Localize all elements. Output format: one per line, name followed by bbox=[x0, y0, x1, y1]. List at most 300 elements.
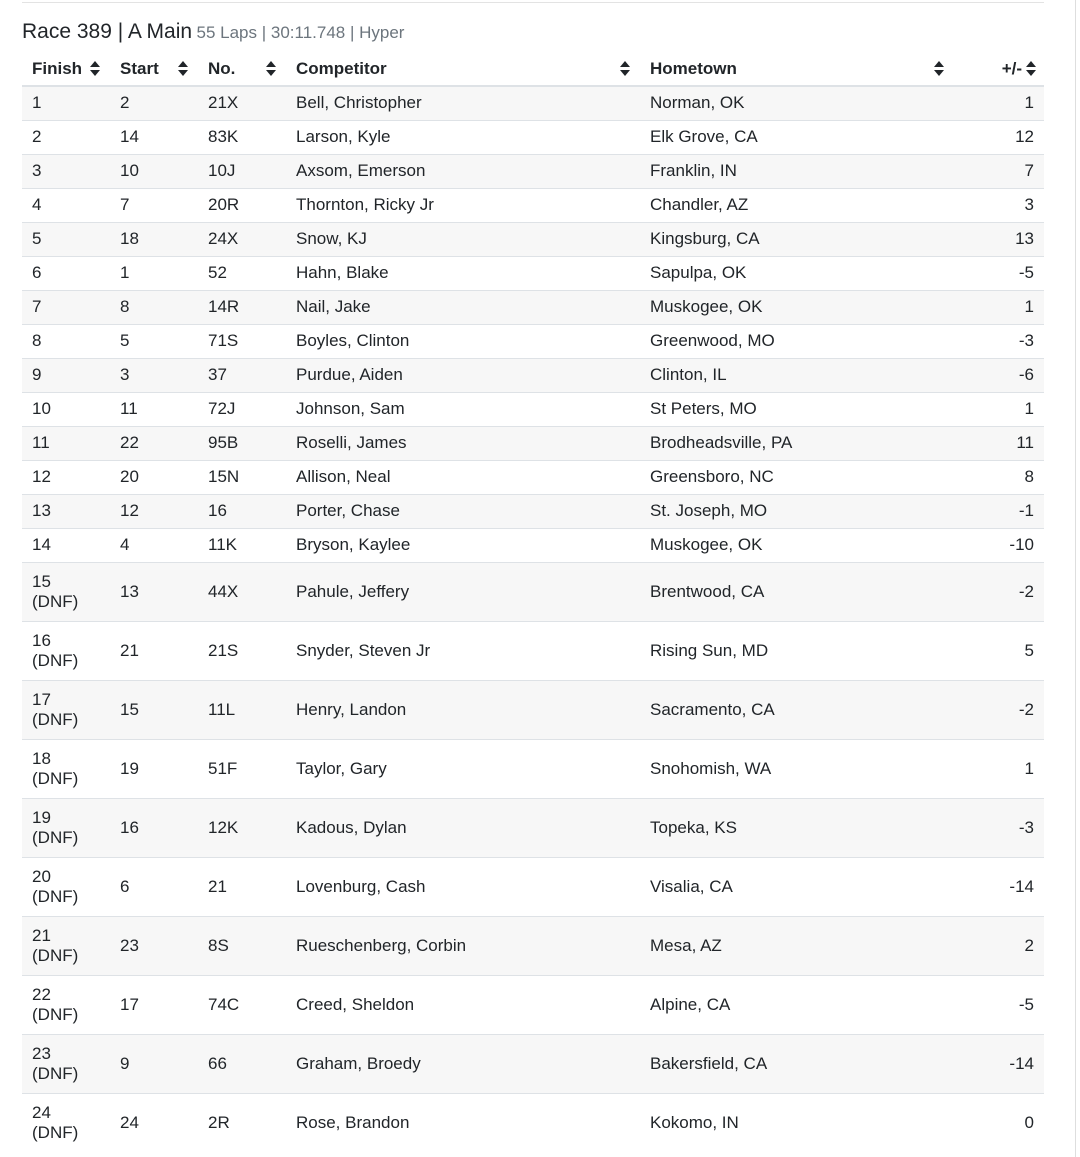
car-number-cell-value: 37 bbox=[208, 365, 227, 384]
sort-icon[interactable] bbox=[90, 61, 100, 77]
sort-icon[interactable] bbox=[266, 61, 276, 77]
car-number-cell bbox=[198, 392, 286, 426]
position-change-cell-value: -2 bbox=[1018, 581, 1034, 601]
finish-cell bbox=[22, 392, 110, 426]
finish-cell-value: 14 bbox=[32, 535, 51, 554]
competitor-cell-value: Creed, Sheldon bbox=[296, 994, 415, 1014]
position-change-cell bbox=[954, 1034, 1044, 1093]
hometown-cell bbox=[640, 460, 954, 494]
hometown-cell bbox=[640, 739, 954, 798]
car-number-cell-value: 95B bbox=[208, 433, 239, 452]
start-cell bbox=[110, 739, 198, 798]
sort-icon[interactable] bbox=[178, 61, 188, 77]
position-change-cell-value: 12 bbox=[1015, 127, 1034, 146]
dnf-tag: (DNF) bbox=[32, 591, 79, 611]
car-number-cell bbox=[198, 798, 286, 857]
column-header-finish[interactable] bbox=[22, 52, 110, 86]
start-cell bbox=[110, 562, 198, 621]
start-cell bbox=[110, 154, 198, 188]
car-number-cell-value: 12K bbox=[208, 817, 239, 837]
competitor-cell bbox=[286, 392, 640, 426]
finish-cell bbox=[22, 120, 110, 154]
hometown-cell bbox=[640, 1034, 954, 1093]
dnf-tag: (DNF) bbox=[32, 827, 79, 847]
table-row bbox=[22, 680, 1044, 739]
start-cell bbox=[110, 86, 198, 120]
position-change-cell-value: 5 bbox=[1024, 640, 1034, 660]
competitor-cell bbox=[286, 528, 640, 562]
finish-cell bbox=[22, 857, 110, 916]
car-number-cell bbox=[198, 621, 286, 680]
results-body bbox=[22, 86, 1044, 1152]
hometown-cell bbox=[640, 798, 954, 857]
hometown-cell bbox=[640, 562, 954, 621]
hometown-cell bbox=[640, 975, 954, 1034]
competitor-cell-value: Allison, Neal bbox=[296, 467, 391, 486]
competitor-cell bbox=[286, 426, 640, 460]
start-cell-value: 17 bbox=[120, 994, 139, 1014]
hometown-cell-value: Rising Sun, MD bbox=[650, 640, 769, 660]
start-cell bbox=[110, 290, 198, 324]
car-number-cell-value: 11L bbox=[208, 699, 236, 719]
car-number-cell-value: 83K bbox=[208, 127, 239, 146]
competitor-cell-value: Snyder, Steven Jr bbox=[296, 640, 431, 660]
finish-cell-value: 2 bbox=[32, 127, 42, 146]
race-title: Race 389 | A Main bbox=[22, 20, 193, 43]
car-number-cell-value: 20R bbox=[208, 195, 240, 214]
competitor-cell bbox=[286, 562, 640, 621]
competitor-cell-value: Pahule, Jeffery bbox=[296, 581, 410, 601]
table-row bbox=[22, 188, 1044, 222]
competitor-cell-value: Axsom, Emerson bbox=[296, 161, 426, 180]
position-change-cell bbox=[954, 358, 1044, 392]
finish-cell bbox=[22, 1034, 110, 1093]
car-number-cell bbox=[198, 120, 286, 154]
position-change-cell-value: -6 bbox=[1018, 365, 1034, 384]
position-change-cell-value: 3 bbox=[1024, 195, 1034, 214]
hometown-cell-value: Muskogee, OK bbox=[650, 297, 763, 316]
position-change-cell-value: 1 bbox=[1024, 93, 1034, 113]
competitor-cell-value: Larson, Kyle bbox=[296, 127, 391, 146]
position-change-cell-value: -1 bbox=[1018, 501, 1034, 520]
start-cell-value: 12 bbox=[120, 501, 139, 520]
start-cell bbox=[110, 392, 198, 426]
finish-cell bbox=[22, 562, 110, 621]
position-change-cell bbox=[954, 460, 1044, 494]
column-header-start[interactable] bbox=[110, 52, 198, 86]
table-row bbox=[22, 562, 1044, 621]
hometown-cell bbox=[640, 358, 954, 392]
car-number-cell bbox=[198, 460, 286, 494]
position-change-cell-value: -3 bbox=[1018, 331, 1034, 350]
start-cell-value: 5 bbox=[120, 331, 130, 350]
hometown-cell bbox=[640, 188, 954, 222]
finish-cell bbox=[22, 426, 110, 460]
competitor-cell bbox=[286, 324, 640, 358]
hometown-cell-value: Muskogee, OK bbox=[650, 535, 763, 554]
hometown-cell bbox=[640, 494, 954, 528]
table-row bbox=[22, 154, 1044, 188]
competitor-cell bbox=[286, 857, 640, 916]
start-cell bbox=[110, 916, 198, 975]
finish-cell-value: 15 bbox=[32, 571, 51, 591]
table-row bbox=[22, 621, 1044, 680]
hometown-cell bbox=[640, 154, 954, 188]
hometown-cell-value: Brodheadsville, PA bbox=[650, 433, 793, 452]
competitor-cell bbox=[286, 154, 640, 188]
position-change-cell bbox=[954, 562, 1044, 621]
competitor-cell-value: Johnson, Sam bbox=[296, 399, 405, 418]
competitor-cell-value: Bell, Christopher bbox=[296, 93, 422, 113]
competitor-cell bbox=[286, 916, 640, 975]
start-cell-value: 16 bbox=[120, 817, 139, 837]
competitor-cell bbox=[286, 739, 640, 798]
position-change-cell bbox=[954, 494, 1044, 528]
car-number-cell-value: 2R bbox=[208, 1112, 230, 1132]
hometown-cell-value: Kingsburg, CA bbox=[650, 229, 760, 248]
finish-cell bbox=[22, 256, 110, 290]
hometown-cell-value: St. Joseph, MO bbox=[650, 501, 768, 520]
table-row bbox=[22, 222, 1044, 256]
start-cell-value: 9 bbox=[120, 1053, 130, 1073]
column-header-no[interactable] bbox=[198, 52, 286, 86]
finish-cell-value: 21 bbox=[32, 925, 51, 945]
hometown-cell-value: Greenwood, MO bbox=[650, 331, 775, 350]
race-subtitle: 55 Laps | 30:11.748 | Hyper bbox=[196, 23, 405, 42]
start-cell bbox=[110, 680, 198, 739]
hometown-cell-value: Mesa, AZ bbox=[650, 935, 722, 955]
table-row bbox=[22, 460, 1044, 494]
hometown-cell bbox=[640, 916, 954, 975]
competitor-cell-value: Hahn, Blake bbox=[296, 263, 389, 282]
car-number-cell-value: 52 bbox=[208, 263, 227, 282]
hometown-cell-value: Visalia, CA bbox=[650, 876, 733, 896]
dnf-tag: (DNF) bbox=[32, 945, 79, 965]
table-row bbox=[22, 392, 1044, 426]
car-number-cell bbox=[198, 739, 286, 798]
hometown-cell bbox=[640, 324, 954, 358]
dnf-tag: (DNF) bbox=[32, 650, 79, 670]
hometown-cell bbox=[640, 528, 954, 562]
car-number-cell bbox=[198, 188, 286, 222]
finish-cell bbox=[22, 154, 110, 188]
dnf-tag: (DNF) bbox=[32, 886, 79, 906]
car-number-cell bbox=[198, 222, 286, 256]
hometown-cell-value: Franklin, IN bbox=[650, 161, 737, 180]
finish-cell bbox=[22, 916, 110, 975]
car-number-cell-value: 8S bbox=[208, 935, 229, 955]
position-change-cell-value: -14 bbox=[1009, 876, 1034, 896]
competitor-cell-value: Roselli, James bbox=[296, 433, 407, 452]
position-change-cell bbox=[954, 86, 1044, 120]
table-row bbox=[22, 256, 1044, 290]
competitor-cell bbox=[286, 188, 640, 222]
finish-cell bbox=[22, 358, 110, 392]
position-change-cell-value: -5 bbox=[1018, 994, 1034, 1014]
finish-cell-value: 20 bbox=[32, 866, 51, 886]
position-change-cell-value: -2 bbox=[1018, 699, 1034, 719]
hometown-cell-value: Norman, OK bbox=[650, 93, 745, 113]
position-change-cell bbox=[954, 1093, 1044, 1152]
finish-cell-value: 5 bbox=[32, 229, 42, 248]
competitor-cell bbox=[286, 494, 640, 528]
start-cell-value: 11 bbox=[120, 399, 138, 418]
competitor-cell bbox=[286, 358, 640, 392]
finish-cell-value: 11 bbox=[32, 433, 50, 452]
competitor-cell bbox=[286, 975, 640, 1034]
position-change-cell bbox=[954, 154, 1044, 188]
start-cell bbox=[110, 256, 198, 290]
start-cell bbox=[110, 426, 198, 460]
hometown-cell-value: Topeka, KS bbox=[650, 817, 737, 837]
car-number-cell bbox=[198, 358, 286, 392]
position-change-cell bbox=[954, 392, 1044, 426]
column-header-hometown[interactable] bbox=[640, 52, 954, 86]
position-change-cell bbox=[954, 680, 1044, 739]
finish-cell bbox=[22, 975, 110, 1034]
car-number-cell-value: 15N bbox=[208, 467, 240, 486]
car-number-cell-value: 51F bbox=[208, 758, 238, 778]
hometown-cell bbox=[640, 857, 954, 916]
finish-cell bbox=[22, 324, 110, 358]
table-row bbox=[22, 290, 1044, 324]
position-change-cell bbox=[954, 324, 1044, 358]
start-cell bbox=[110, 222, 198, 256]
dnf-tag: (DNF) bbox=[32, 1122, 79, 1142]
position-change-cell-value: 13 bbox=[1015, 229, 1034, 248]
start-cell-value: 6 bbox=[120, 876, 130, 896]
finish-cell-value: 24 bbox=[32, 1102, 51, 1122]
start-cell-value: 7 bbox=[120, 195, 130, 214]
position-change-cell-value: 1 bbox=[1024, 297, 1034, 316]
dnf-tag: (DNF) bbox=[32, 1063, 79, 1083]
hometown-cell bbox=[640, 1093, 954, 1152]
start-cell-value: 19 bbox=[120, 758, 139, 778]
car-number-cell bbox=[198, 86, 286, 120]
table-row bbox=[22, 86, 1044, 120]
finish-cell-value: 16 bbox=[32, 630, 51, 650]
hometown-cell bbox=[640, 426, 954, 460]
table-row bbox=[22, 975, 1044, 1034]
finish-cell-value: 9 bbox=[32, 365, 42, 384]
start-cell bbox=[110, 857, 198, 916]
hometown-cell-value: Snohomish, WA bbox=[650, 758, 772, 778]
start-cell-value: 13 bbox=[120, 581, 139, 601]
start-cell bbox=[110, 324, 198, 358]
dnf-tag: (DNF) bbox=[32, 709, 79, 729]
column-header-label: No. bbox=[208, 58, 236, 78]
hometown-cell-value: Sapulpa, OK bbox=[650, 263, 747, 282]
hometown-cell-value: Sacramento, CA bbox=[650, 699, 775, 719]
competitor-cell-value: Taylor, Gary bbox=[296, 758, 387, 778]
start-cell bbox=[110, 358, 198, 392]
competitor-cell bbox=[286, 86, 640, 120]
car-number-cell-value: 71S bbox=[208, 331, 239, 350]
hometown-cell bbox=[640, 120, 954, 154]
right-scroll-edge bbox=[1075, 0, 1076, 1157]
finish-cell-value: 7 bbox=[32, 297, 42, 316]
top-divider bbox=[22, 2, 1044, 3]
hometown-cell bbox=[640, 621, 954, 680]
results-table bbox=[22, 52, 1044, 1152]
car-number-cell bbox=[198, 975, 286, 1034]
finish-cell bbox=[22, 528, 110, 562]
position-change-cell bbox=[954, 426, 1044, 460]
hometown-cell bbox=[640, 392, 954, 426]
finish-cell bbox=[22, 86, 110, 120]
car-number-cell bbox=[198, 426, 286, 460]
position-change-cell bbox=[954, 256, 1044, 290]
position-change-cell bbox=[954, 857, 1044, 916]
competitor-cell-value: Thornton, Ricky Jr bbox=[296, 195, 434, 214]
hometown-cell-value: Greensboro, NC bbox=[650, 467, 774, 486]
competitor-cell bbox=[286, 222, 640, 256]
column-header-label: Finish bbox=[32, 58, 83, 78]
hometown-cell bbox=[640, 290, 954, 324]
car-number-cell-value: 74C bbox=[208, 994, 240, 1014]
finish-cell bbox=[22, 290, 110, 324]
hometown-cell-value: Brentwood, CA bbox=[650, 581, 765, 601]
position-change-cell bbox=[954, 739, 1044, 798]
table-row bbox=[22, 426, 1044, 460]
finish-cell-value: 4 bbox=[32, 195, 42, 214]
finish-cell-value: 17 bbox=[32, 689, 51, 709]
position-change-cell bbox=[954, 975, 1044, 1034]
start-cell-value: 4 bbox=[120, 535, 130, 554]
start-cell-value: 18 bbox=[120, 229, 139, 248]
competitor-cell-value: Porter, Chase bbox=[296, 501, 400, 520]
sort-icon[interactable] bbox=[620, 61, 630, 77]
table-row bbox=[22, 1034, 1044, 1093]
start-cell bbox=[110, 528, 198, 562]
start-cell bbox=[110, 621, 198, 680]
start-cell bbox=[110, 188, 198, 222]
car-number-cell bbox=[198, 256, 286, 290]
start-cell-value: 8 bbox=[120, 297, 130, 316]
position-change-cell bbox=[954, 222, 1044, 256]
table-row bbox=[22, 120, 1044, 154]
competitor-cell bbox=[286, 290, 640, 324]
start-cell bbox=[110, 975, 198, 1034]
car-number-cell-value: 11K bbox=[208, 535, 237, 554]
column-header-diff[interactable] bbox=[954, 52, 1044, 86]
position-change-cell bbox=[954, 188, 1044, 222]
sort-icon[interactable] bbox=[934, 61, 944, 77]
finish-cell bbox=[22, 680, 110, 739]
finish-cell bbox=[22, 621, 110, 680]
car-number-cell bbox=[198, 324, 286, 358]
competitor-cell-value: Bryson, Kaylee bbox=[296, 535, 411, 554]
finish-cell bbox=[22, 222, 110, 256]
hometown-cell bbox=[640, 256, 954, 290]
column-header-label: +/- bbox=[1001, 58, 1022, 78]
car-number-cell-value: 44X bbox=[208, 581, 239, 601]
finish-cell-value: 1 bbox=[32, 93, 42, 113]
position-change-cell-value: 0 bbox=[1024, 1112, 1034, 1132]
competitor-cell-value: Henry, Landon bbox=[296, 699, 407, 719]
hometown-cell-value: Clinton, IL bbox=[650, 365, 727, 384]
position-change-cell-value: 7 bbox=[1024, 161, 1034, 180]
finish-cell-value: 12 bbox=[32, 467, 51, 486]
position-change-cell-value: 11 bbox=[1016, 433, 1034, 452]
competitor-cell-value: Purdue, Aiden bbox=[296, 365, 403, 384]
finish-cell-value: 18 bbox=[32, 748, 51, 768]
finish-cell-value: 3 bbox=[32, 161, 42, 180]
table-row bbox=[22, 358, 1044, 392]
table-row bbox=[22, 494, 1044, 528]
start-cell-value: 24 bbox=[120, 1112, 139, 1132]
hometown-cell bbox=[640, 222, 954, 256]
start-cell-value: 14 bbox=[120, 127, 139, 146]
hometown-cell-value: St Peters, MO bbox=[650, 399, 757, 418]
competitor-cell bbox=[286, 621, 640, 680]
sort-icon[interactable] bbox=[1026, 61, 1036, 77]
competitor-cell-value: Snow, KJ bbox=[296, 229, 367, 248]
start-cell-value: 15 bbox=[120, 699, 139, 719]
competitor-cell bbox=[286, 460, 640, 494]
table-row bbox=[22, 1093, 1044, 1152]
start-cell bbox=[110, 798, 198, 857]
car-number-cell-value: 14R bbox=[208, 297, 240, 316]
column-header-label: Competitor bbox=[296, 58, 387, 78]
finish-cell-value: 23 bbox=[32, 1043, 51, 1063]
hometown-cell-value: Kokomo, IN bbox=[650, 1112, 739, 1132]
dnf-tag: (DNF) bbox=[32, 768, 79, 788]
start-cell-value: 21 bbox=[120, 640, 139, 660]
car-number-cell-value: 21S bbox=[208, 640, 239, 660]
table-row bbox=[22, 798, 1044, 857]
hometown-cell bbox=[640, 680, 954, 739]
finish-cell bbox=[22, 494, 110, 528]
start-cell-value: 20 bbox=[120, 467, 139, 486]
position-change-cell bbox=[954, 528, 1044, 562]
car-number-cell-value: 10J bbox=[208, 161, 236, 180]
finish-cell bbox=[22, 798, 110, 857]
header-row bbox=[22, 52, 1044, 86]
finish-cell-value: 13 bbox=[32, 501, 51, 520]
car-number-cell bbox=[198, 562, 286, 621]
hometown-cell-value: Elk Grove, CA bbox=[650, 127, 758, 146]
finish-cell-value: 10 bbox=[32, 399, 51, 418]
finish-cell bbox=[22, 188, 110, 222]
position-change-cell bbox=[954, 621, 1044, 680]
column-header-competitor[interactable] bbox=[286, 52, 640, 86]
table-row bbox=[22, 528, 1044, 562]
table-row bbox=[22, 916, 1044, 975]
finish-cell-value: 19 bbox=[32, 807, 51, 827]
finish-cell bbox=[22, 460, 110, 494]
competitor-cell bbox=[286, 256, 640, 290]
finish-cell-value: 22 bbox=[32, 984, 51, 1004]
start-cell bbox=[110, 120, 198, 154]
finish-cell-value: 8 bbox=[32, 331, 42, 350]
position-change-cell bbox=[954, 290, 1044, 324]
table-row bbox=[22, 857, 1044, 916]
competitor-cell-value: Graham, Broedy bbox=[296, 1053, 421, 1073]
position-change-cell-value: -3 bbox=[1018, 817, 1034, 837]
race-heading bbox=[22, 20, 404, 50]
car-number-cell-value: 66 bbox=[208, 1053, 227, 1073]
finish-cell bbox=[22, 1093, 110, 1152]
competitor-cell bbox=[286, 798, 640, 857]
column-header-label: Start bbox=[120, 58, 159, 78]
car-number-cell bbox=[198, 916, 286, 975]
dnf-tag: (DNF) bbox=[32, 1004, 79, 1024]
start-cell bbox=[110, 1034, 198, 1093]
car-number-cell bbox=[198, 857, 286, 916]
car-number-cell bbox=[198, 1093, 286, 1152]
hometown-cell-value: Chandler, AZ bbox=[650, 195, 749, 214]
